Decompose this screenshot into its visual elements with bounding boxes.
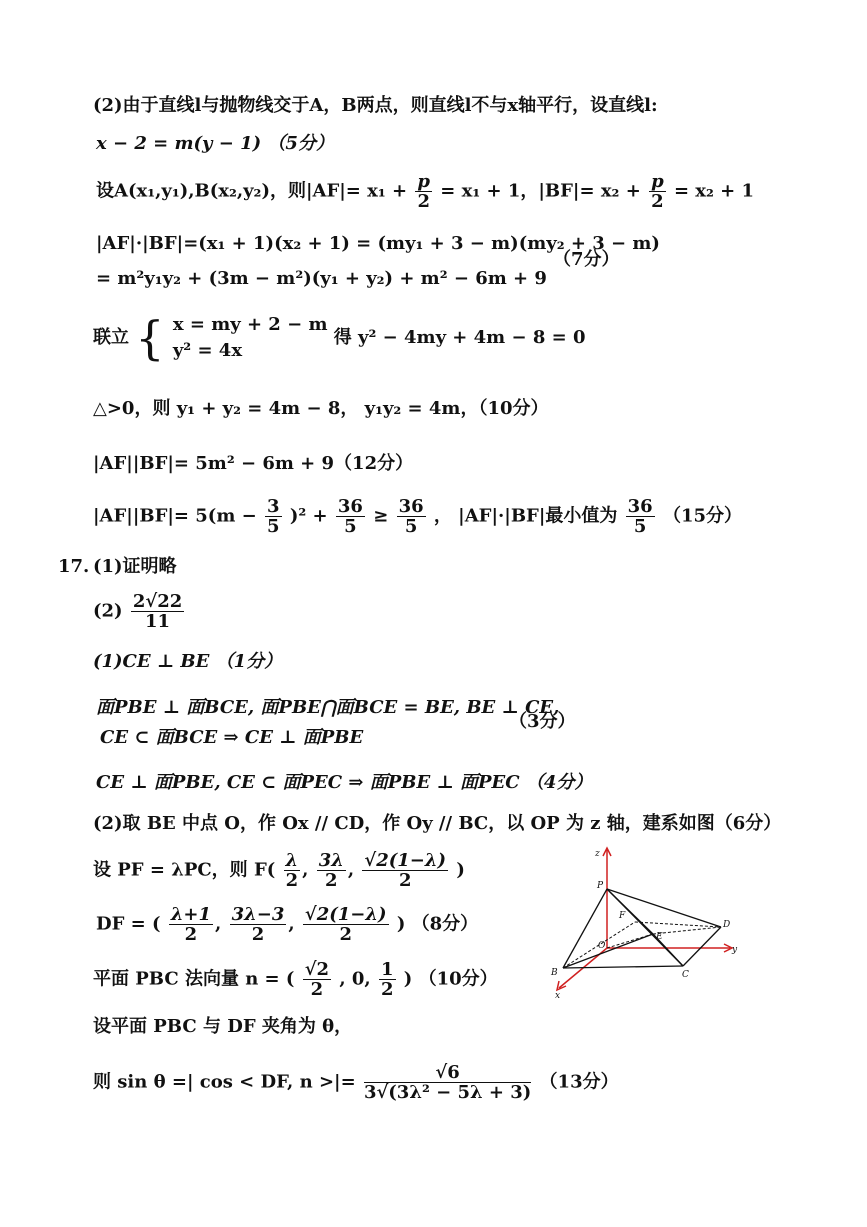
line-sin-theta: 则 sin θ =| cos < DF, n >|= $\frac{√6}{\text{3√(3λ² − 5λ + 3)}}$ （13分） (93, 1062, 619, 1103)
line-vieta: △>0，则 y₁ + y₂ = 4m − 8， y₁y₂ = 4m，（10分） (93, 398, 549, 419)
line-answer-2: (2) $\frac{2√22}{11}$ (93, 591, 183, 632)
score-3: （3分） (509, 711, 576, 732)
fig-label-y: y (732, 945, 738, 955)
line-product-1: |AF|·|BF|=(x₁ + 1)(x₂ + 1) = (my₁ + 3 − m)(my₂ + 3 − m) (96, 233, 660, 254)
question-number-17: 17. (58, 556, 90, 577)
line-product-2: = m²y₁y₂ + (3m − m²)(y₁ + y₂) + m² − 6m + 9 (96, 268, 547, 289)
line-minimum: |AF||BF|= 5(m − $\frac{3}{5}$ )² + $\frac{36}{5}$ ≥ $\frac{36}{5}$ ， |AF|·|BF|最小值为 $\frac{36}{5}$ （15分） (93, 496, 743, 537)
line-point-f: 设 PF = λPC，则 F( $\frac{\lambda}{2}$ , $\frac{3\lambda}{2}$ , $\frac{√2(1-\lambda)}{2}$ ) (93, 850, 465, 891)
line-vector-df: DF = ( $\frac{\lambda+1}{2}$ , $\frac{3\lambda-3}{2}$ , $\frac{√2(1-\lambda)}{2}$ ) （8分） (96, 904, 479, 945)
line-normal-vector: 平面 PBC 法向量 n = ( $\frac{√2}{2}$ , 0, $\frac{1}{2}$ ) （10分） (93, 959, 498, 1000)
fig-label-c: C (682, 970, 689, 980)
pyramid-coordinate-figure (545, 842, 750, 1002)
fig-label-x: x (555, 991, 561, 1001)
line-plane-perp-1: 面PBE ⊥ 面BCE, 面PBE⋂面BCE = BE, BE ⊥ CE, (96, 697, 560, 718)
fig-label-d: D (723, 920, 731, 930)
fig-label-p: P (597, 881, 604, 891)
fig-label-f: F (619, 911, 626, 921)
fig-label-e: E (656, 932, 663, 942)
line-coordinate-setup: (2)取 BE 中点 O，作 Ox // CD，作 Oy // BC，以 OP 为 z 轴，建系如图（6分） (93, 813, 782, 834)
line-product-simplified: |AF||BF|= 5m² − 6m + 9（12分） (93, 453, 414, 474)
line-system: 联立 { x = my + 2 − m y² = 4x 得 y² − 4my + 4m − 8 = 0 (93, 311, 586, 365)
score-7: （7分） (553, 249, 620, 270)
line-plane-perp-3: CE ⊥ 面PBE, CE ⊂ 面PEC ⇒ 面PBE ⊥ 面PEC （4分） (96, 772, 593, 793)
fig-label-b: B (551, 968, 558, 978)
line-plane-perp-2: CE ⊂ 面BCE ⇒ CE ⊥ 面PBE (100, 727, 364, 748)
line-focal-distances: 设A(x₁,y₁),B(x₂,y₂)，则|AF|= x₁ + $\frac{p}{2}$ = x₁ + 1，|BF|= x₂ + $\frac{p}{2}$ = x₂ + 1 (96, 171, 755, 212)
line-ce-perp-be: (1)CE ⊥ BE （1分） (93, 651, 283, 672)
fig-label-o: O (598, 941, 606, 951)
fig-label-z: z (595, 849, 600, 859)
line-line-equation: x − 2 = m(y − 1) （5分） (96, 133, 334, 154)
line-proof-omitted: (1)证明略 (93, 556, 177, 577)
line-angle-theta: 设平面 PBC 与 DF 夹角为 θ， (93, 1016, 353, 1037)
line-setup: (2)由于直线l与抛物线交于A，B两点，则直线l不与x轴平行，设直线l: (93, 95, 658, 116)
